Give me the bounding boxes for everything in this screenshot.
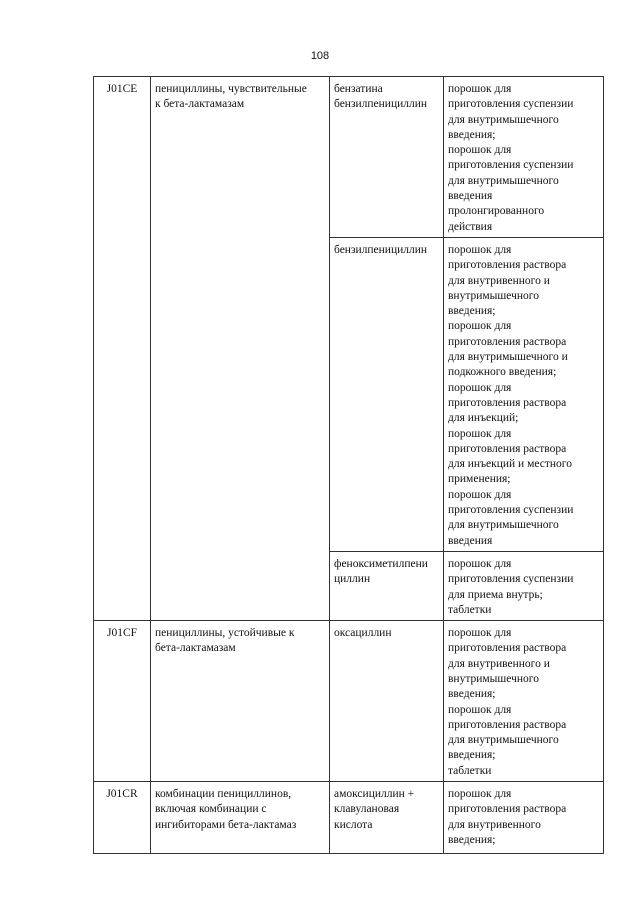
dosage-form-cell: порошок для приготовления суспензии для приема внутрь; таблетки bbox=[444, 551, 604, 620]
drug-group-cell: комбинации пенициллинов, включая комбинации с ингибиторами бета-лактамаз bbox=[151, 782, 330, 854]
dosage-form-cell: порошок для приготовления раствора для внутривенного введения; bbox=[444, 782, 604, 854]
drug-name-cell: феноксиметилпени циллин bbox=[330, 551, 444, 620]
drug-group-cell: пенициллины, чувствительные к бета-лактамазам bbox=[151, 77, 330, 621]
atc-code-cell: J01CF bbox=[94, 621, 151, 782]
drug-name-cell: оксациллин bbox=[330, 621, 444, 782]
dosage-form-cell: порошок для приготовления раствора для внутривенного и внутримышечного введения; порошок для приготовления раствора для внутримышечного введения; таблетки bbox=[444, 621, 604, 782]
dosage-form-cell: порошок для приготовления суспензии для внутримышечного введения; порошок для приготовления суспензии для внутримышечного введения пролонгированного действия bbox=[444, 77, 604, 238]
drug-group-cell: пенициллины, устойчивые к бета-лактамазам bbox=[151, 621, 330, 782]
drug-name-cell: амоксициллин + клавулановая кислота bbox=[330, 782, 444, 854]
page-number: 108 bbox=[310, 50, 330, 62]
drug-name-cell: бензатина бензилпенициллин bbox=[330, 77, 444, 238]
atc-code-cell: J01CR bbox=[94, 782, 151, 854]
table-row bbox=[94, 782, 604, 854]
table-row bbox=[94, 77, 604, 238]
dosage-form-cell: порошок для приготовления раствора для внутривенного и внутримышечного введения; порошок для приготовления раствора для внутримышечного и подкожного введения; порошок для приготовления раствора для инъекций; порошок для приготовления раствора для инъекций и местного применения; порошок для приготовления суспензии для внутримышечного введения bbox=[444, 237, 604, 551]
drug-name-cell: бензилпенициллин bbox=[330, 237, 444, 551]
drug-table bbox=[93, 76, 604, 854]
table-row bbox=[94, 621, 604, 782]
atc-code-cell: J01CE bbox=[94, 77, 151, 621]
